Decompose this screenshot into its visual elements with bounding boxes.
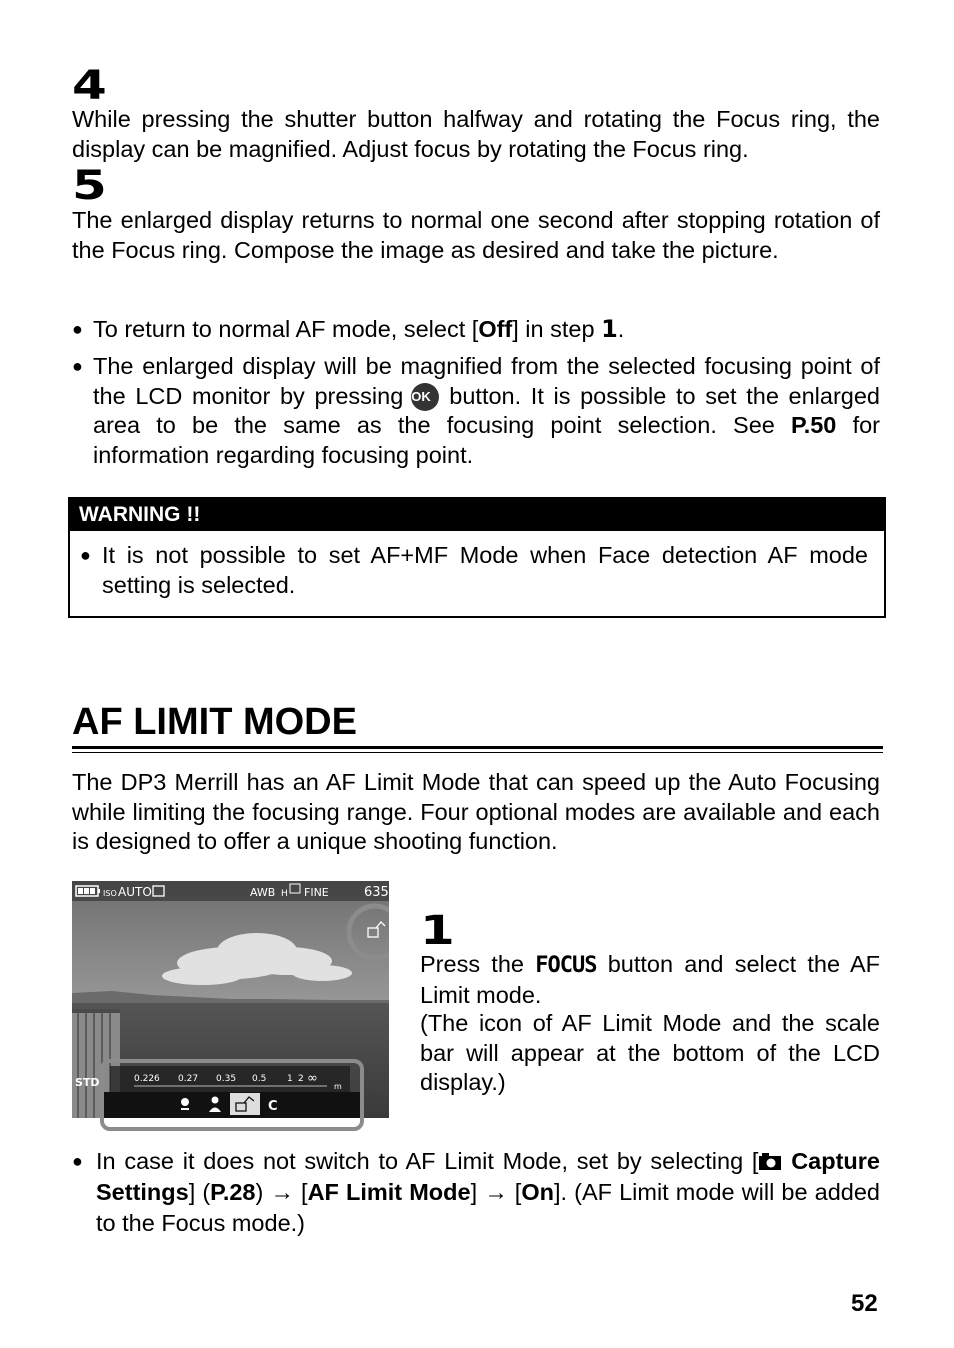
bullet-icon: ● — [72, 356, 83, 376]
note-2-text-b: button. It is possible to set the enlarged area to be the same as the focusing point selection. See — [93, 382, 880, 439]
warning-title: WARNING !! — [70, 499, 884, 531]
warning-text: It is not possible to set AF+MF Mode when Face detection AF mode setting is selected. — [102, 542, 868, 598]
off-option: Off — [478, 316, 513, 342]
continuous-mode-c: C — [268, 1099, 278, 1114]
title-rule-thin — [72, 752, 883, 753]
capture-settings-menu: Capture Settings — [96, 1148, 880, 1205]
note-3-text-d: ] → [ — [470, 1179, 522, 1205]
scale-tick-05: 0.5 — [252, 1074, 267, 1084]
color-mode: STD. — [75, 1076, 104, 1089]
title-rule-thick — [72, 746, 883, 749]
bullet-icon: ● — [80, 545, 91, 565]
scale-tick-1: 1 — [287, 1074, 293, 1084]
step-4-text: While pressing the shutter button halfway and rotating the Focus ring, the display can be magnified. Adjust focus by rotating the Focus ring. — [72, 106, 880, 162]
bullet-icon: ● — [72, 1151, 83, 1171]
note-1-text-a: To return to normal AF mode, select [ — [93, 316, 479, 342]
note-1-end: . — [617, 316, 625, 342]
note-1-text-b: ] in step — [512, 316, 602, 342]
step-4-number: 4 — [72, 63, 107, 109]
step-1-paren-text: (The icon of AF Limit Mode and the scale bar will appear at the bottom of the LCD display.) — [420, 1010, 880, 1095]
note-enable-af-limit — [72, 1146, 880, 1239]
page-number: 52 — [851, 1290, 878, 1317]
focus-button-label: FOCUS — [535, 953, 597, 978]
step-1-text-a: Press the — [420, 951, 536, 977]
step-ref-1: 1 — [601, 315, 618, 343]
svg-text:H: H — [281, 889, 288, 899]
section-intro: The DP3 Merrill has an AF Limit Mode that can speed up the Auto Focusing while limiting the focusing range. Four optional modes are available and each is designed to offer a unique shooting function. — [72, 769, 880, 854]
on-option: On — [521, 1179, 554, 1205]
note-3-text-c: ) → [ — [255, 1179, 308, 1205]
scale-tick-infinity: ∞ — [307, 1071, 318, 1086]
white-balance: AWB — [250, 886, 276, 899]
note-3-text-b: ] ( — [188, 1179, 211, 1205]
iso-label: ISO — [103, 889, 117, 898]
step-1-text — [420, 950, 880, 1010]
scale-bar-highlight — [100, 1059, 364, 1131]
section-title: AF LIMIT MODE — [72, 701, 357, 743]
scale-unit: m — [334, 1082, 342, 1091]
shots-remaining: 635 — [364, 885, 389, 900]
scale-tick-035: 0.35 — [216, 1074, 237, 1084]
camera-icon — [758, 1152, 782, 1171]
ok-button-icon: OK — [411, 383, 439, 411]
note-3-text-e: ]. (AF Limit mode will be added to the Focus mode.) — [96, 1179, 881, 1236]
page-ref-p28: P.28 — [210, 1179, 256, 1205]
scale-tick-2: 2 — [298, 1074, 304, 1084]
step-1-number: 1 — [420, 908, 455, 954]
note-2-end: for information regarding focusing point. — [93, 412, 880, 468]
iso-value: AUTO — [118, 885, 152, 899]
note-2-text-a: The enlarged display will be magnified from the selected focusing point of the LCD monitor by pressing — [93, 353, 880, 409]
page-ref-p50: P.50 — [791, 412, 837, 439]
scale-tick-0226: 0.226 — [134, 1074, 160, 1084]
note-enlarged-display — [72, 352, 880, 470]
step-5-text: The enlarged display returns to normal one second after stopping rotation of the Focus ring. Compose the image as desired and take the picture. — [72, 207, 880, 263]
step-5-number: 5 — [72, 163, 107, 209]
bullet-icon: ● — [72, 319, 83, 339]
af-limit-mode-menu: AF Limit Mode — [307, 1179, 471, 1205]
scale-tick-027: 0.27 — [178, 1074, 199, 1084]
warning-box — [68, 497, 886, 618]
note-3-text-a: In case it does not switch to AF Limit Mode, set by selecting [ — [96, 1148, 759, 1174]
step-1-text-b: button and select the AF Limit mode. — [420, 951, 881, 1008]
quality-fine: FINE — [304, 886, 329, 899]
note-return-normal-af — [72, 315, 880, 345]
